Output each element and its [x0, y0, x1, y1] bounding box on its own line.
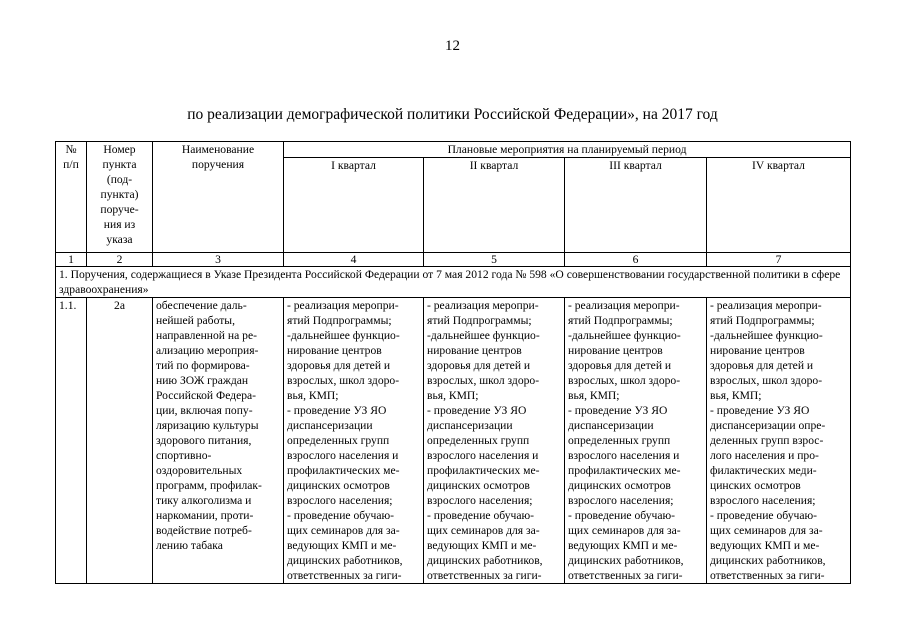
header-quarter-3: III квартал [565, 158, 707, 253]
section-heading: 1. Поручения, содержащиеся в Указе Президента Российской Федерации от 7 мая 2012 года № 598 «О совершенствовании государственной политики в сфере здравоохранения» [56, 267, 851, 298]
page-number: 12 [445, 38, 460, 54]
row-quarter-4-activities: - реализация меропри- ятий Подпрограммы; -дальнейшее функцио- нирование центров здоровья для детей и взрослых, школ здоро- вья, КМП; - проведение УЗ ЯО диспансеризации опре- деленных групп взрос- лого населения и про- филактических меди- цинских осмотров взрослого населения; - проведение обучаю- щих семинаров для за- ведующих КМП и ме- дицинских работников, ответственных за гиги- [707, 298, 851, 584]
header-planned-activities: Плановые мероприятия на планируемый период [284, 142, 851, 158]
header-quarter-1: I квартал [284, 158, 424, 253]
column-number: 2 [87, 253, 153, 267]
document-title: по реализации демографической политики Российской Федерации», на 2017 год [187, 106, 718, 123]
row-instruction-name: обеспечение даль- нейшей работы, направленной на ре- ализацию мероприя- тий по формирова- нию ЗОЖ граждан Российской Федера- ции, включая попу- ляризацию культуры здорового питания, спортивно- оздоровительных программ, профилак- тику алкоголизма и наркомании, проти- водействие потреб- лению табака [153, 298, 284, 584]
table-row [56, 298, 851, 584]
column-number: 6 [565, 253, 707, 267]
column-number: 7 [707, 253, 851, 267]
header-quarter-4: IV квартал [707, 158, 851, 253]
row-quarter-1-activities: - реализация меропри- ятий Подпрограммы; -дальнейшее функцио- нирование центров здоровья для детей и взрослых, школ здоро- вья, КМП; - проведение УЗ ЯО диспансеризации определенных групп взрослого населения и профилактических ме- дицинских осмотров взрослого населения; - проведение обучаю- щих семинаров для за- ведующих КМП и ме- дицинских работников, ответственных за гиги- [284, 298, 424, 584]
header-instruction-name: Наименование поручения [153, 142, 284, 253]
row-number: 1.1. [56, 298, 87, 584]
row-quarter-2-activities: - реализация меропри- ятий Подпрограммы; -дальнейшее функцио- нирование центров здоровья для детей и взрослых, школ здоро- вья, КМП; - проведение УЗ ЯО диспансеризации определенных групп взрослого населения и профилактических ме- дицинских осмотров взрослого населения; - проведение обучаю- щих семинаров для за- ведующих КМП и ме- дицинских работников, ответственных за гиги- [424, 298, 565, 584]
column-number: 1 [56, 253, 87, 267]
column-number-row [56, 253, 851, 267]
row-quarter-3-activities: - реализация меропри- ятий Подпрограммы; -дальнейшее функцио- нирование центров здоровья для детей и взрослых, школ здоро- вья, КМП; - проведение УЗ ЯО диспансеризации определенных групп взрослого населения и профилактических ме- дицинских осмотров взрослого населения; - проведение обучаю- щих семинаров для за- ведующих КМП и ме- дицинских работников, ответственных за гиги- [565, 298, 707, 584]
column-number: 5 [424, 253, 565, 267]
column-number: 4 [284, 253, 424, 267]
header-point-number: Номер пункта (под- пункта) поруче- ния из указа [87, 142, 153, 253]
plan-table [55, 141, 851, 584]
header-num: № п/п [56, 142, 87, 253]
column-number: 3 [153, 253, 284, 267]
row-point-number: 2а [87, 298, 153, 584]
header-quarter-2: II квартал [424, 158, 565, 253]
